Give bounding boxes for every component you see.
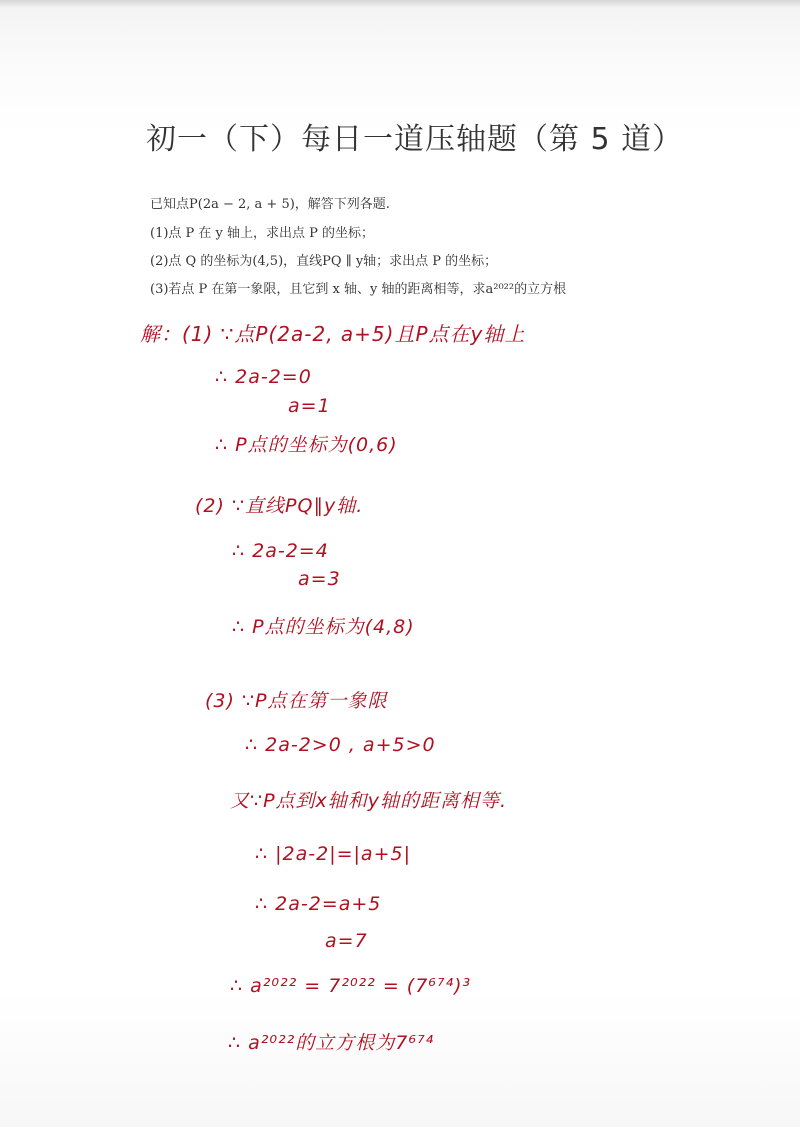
question-1: (1)点 P 在 y 轴上，求出点 P 的坐标； [150,226,375,241]
solution-line-1: 解：(1) ∵点P(2a-2, a+5)且P点在y轴上 [140,322,526,346]
paper-edge-shadow [0,0,800,8]
solution-line-7: a=3 [298,568,341,590]
solution-line-16: ∴ a²⁰²²的立方根为7⁶⁷⁴ [228,1032,435,1054]
solution-line-2: ∴ 2a-2=0 [215,366,312,388]
solution-line-8: ∴ P点的坐标为(4,8) [232,616,415,638]
page-title: 初一（下）每日一道压轴题（第 5 道） [146,122,684,157]
solution-line-9: (3) ∵P点在第一象限 [205,690,388,712]
question-3: (3)若点 P 在第一象限，且它到 x 轴、y 轴的距离相等，求a²⁰²²的立方根 [150,282,567,297]
solution-line-3: a=1 [288,395,331,417]
solution-line-4: ∴ P点的坐标为(0,6) [215,434,398,456]
solution-line-15: ∴ a²⁰²² = 7²⁰²² = (7⁶⁷⁴)³ [230,975,472,997]
solution-line-5: (2) ∵直线PQ∥y轴. [195,495,364,517]
question-2: (2)点 Q 的坐标为(4,5)，直线PQ ∥ y轴；求出点 P 的坐标； [150,254,498,269]
solution-line-10: ∴ 2a-2>0 , a+5>0 [245,734,436,756]
solution-line-6: ∴ 2a-2=4 [232,540,329,562]
solution-line-12: ∴ |2a-2|=|a+5| [255,843,411,865]
problem-stem: 已知点P(2a − 2, a + 5)，解答下列各题. [150,197,390,212]
solution-line-14: a=7 [325,930,368,952]
solution-line-13: ∴ 2a-2=a+5 [255,893,382,915]
solution-line-11: 又∵P点到x轴和y轴的距离相等. [230,790,508,812]
